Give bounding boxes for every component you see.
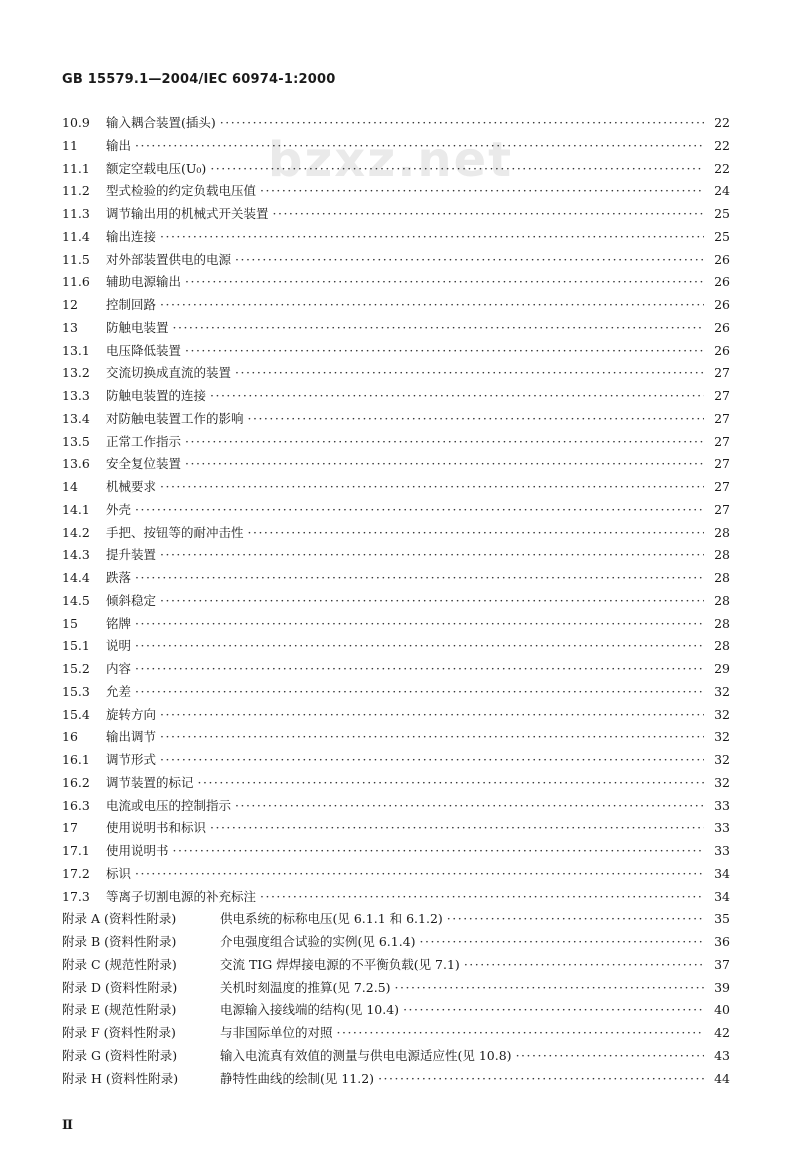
dot-leader bbox=[210, 820, 704, 835]
section-number: 17.1 bbox=[62, 843, 90, 858]
dot-leader bbox=[210, 161, 704, 176]
document-header: GB 15579.1—2004/IEC 60974-1:2000 bbox=[62, 72, 336, 87]
toc-entry bbox=[62, 864, 730, 887]
toc-entry bbox=[62, 432, 730, 455]
dot-leader bbox=[160, 479, 704, 494]
entry-title: 安全复位装置 bbox=[106, 456, 182, 472]
entry-title: 使用说明书和标识 bbox=[106, 820, 207, 836]
page-ref: 26 bbox=[714, 297, 730, 312]
entry-title: 手把、按钮等的耐冲击性 bbox=[106, 524, 244, 540]
dot-leader bbox=[447, 911, 704, 926]
toc-entry bbox=[62, 636, 730, 659]
annex-label: 附录 G (资料性附录) bbox=[62, 1047, 178, 1063]
page-ref: 33 bbox=[714, 797, 730, 813]
entry-title: 电源输入接线端的结构(见 10.4) bbox=[220, 1002, 400, 1018]
annex-entry bbox=[62, 909, 730, 932]
dot-leader bbox=[395, 980, 704, 995]
page-ref: 28 bbox=[714, 524, 730, 540]
page-ref: 32 bbox=[714, 729, 730, 745]
entry-title: 标识 bbox=[106, 865, 132, 881]
entry-title: 防触电装置的连接 bbox=[106, 388, 207, 403]
dot-leader bbox=[173, 843, 704, 858]
annex-label: 附录 A (资料性附录) bbox=[62, 911, 177, 927]
section-number: 15.4 bbox=[62, 706, 90, 722]
entry-title: 输出连接 bbox=[106, 228, 157, 244]
entry-title: 允差 bbox=[106, 683, 132, 699]
section-number: 11 bbox=[62, 137, 78, 153]
page-ref: 28 bbox=[714, 615, 730, 631]
entry-title: 输入电流真有效值的测量与供电电源适应性(见 10.8) bbox=[220, 1047, 512, 1063]
annex-entry bbox=[62, 1000, 730, 1023]
section-number: 13.6 bbox=[62, 456, 90, 472]
page-ref: 32 bbox=[714, 774, 730, 790]
dot-leader bbox=[235, 365, 704, 380]
page-ref: 32 bbox=[714, 706, 730, 722]
section-number: 12 bbox=[62, 297, 78, 312]
toc-entry bbox=[62, 500, 730, 523]
toc-entry bbox=[62, 136, 730, 159]
section-number: 14.2 bbox=[62, 524, 90, 540]
section-number: 11.5 bbox=[62, 251, 90, 267]
annex-label: 附录 F (资料性附录) bbox=[62, 1025, 176, 1040]
entry-title: 调节装置的标记 bbox=[106, 774, 194, 790]
section-number: 14.4 bbox=[62, 570, 90, 585]
dot-leader bbox=[248, 525, 704, 540]
dot-leader bbox=[160, 547, 704, 562]
page-ref: 26 bbox=[714, 251, 730, 267]
section-number: 14.1 bbox=[62, 501, 90, 517]
entry-title: 防触电装置 bbox=[106, 319, 169, 335]
section-number: 14 bbox=[62, 479, 78, 494]
dot-leader bbox=[160, 297, 704, 312]
annex-entry bbox=[62, 1046, 730, 1069]
entry-title: 提升装置 bbox=[106, 547, 157, 563]
section-number: 15.2 bbox=[62, 661, 90, 676]
page-ref: 42 bbox=[714, 1025, 730, 1040]
annex-entry bbox=[62, 955, 730, 978]
page-ref: 27 bbox=[714, 388, 730, 403]
section-number: 11.6 bbox=[62, 274, 90, 290]
page-ref: 29 bbox=[714, 661, 730, 676]
toc-entry bbox=[62, 727, 730, 750]
toc-entry bbox=[62, 614, 730, 637]
page-ref: 34 bbox=[714, 888, 730, 904]
entry-title: 输入耦合装置(插头) bbox=[106, 115, 216, 130]
dot-leader bbox=[420, 934, 704, 949]
page-ref: 32 bbox=[714, 752, 730, 767]
section-number: 14.5 bbox=[62, 592, 90, 608]
section-number: 13 bbox=[62, 319, 78, 335]
dot-leader bbox=[378, 1071, 704, 1086]
entry-title: 倾斜稳定 bbox=[106, 592, 157, 608]
page-ref: 28 bbox=[714, 638, 730, 654]
section-number: 13.3 bbox=[62, 388, 90, 403]
page-ref: 39 bbox=[714, 979, 730, 995]
page-ref: 34 bbox=[714, 865, 730, 881]
toc-entry bbox=[62, 454, 730, 477]
page-ref: 27 bbox=[714, 410, 730, 426]
section-number: 13.2 bbox=[62, 365, 90, 381]
toc-entry bbox=[62, 705, 730, 728]
page-ref: 27 bbox=[714, 456, 730, 472]
page-ref: 22 bbox=[714, 115, 730, 130]
page-ref: 24 bbox=[714, 183, 730, 199]
dot-leader bbox=[220, 115, 704, 130]
toc-entry bbox=[62, 750, 730, 773]
entry-title: 与非国际单位的对照 bbox=[220, 1025, 333, 1040]
toc-entry bbox=[62, 773, 730, 796]
section-number: 11.1 bbox=[62, 160, 90, 176]
entry-title: 输出 bbox=[106, 137, 132, 153]
dot-leader bbox=[135, 502, 704, 517]
toc-entry bbox=[62, 409, 730, 432]
entry-title: 铭牌 bbox=[106, 615, 132, 631]
toc-entry bbox=[62, 318, 730, 341]
dot-leader bbox=[173, 320, 704, 335]
page-ref: 28 bbox=[714, 570, 730, 585]
page-number: Ⅱ bbox=[62, 1118, 73, 1133]
dot-leader bbox=[235, 252, 704, 267]
dot-leader bbox=[135, 638, 704, 653]
dot-leader bbox=[464, 957, 704, 972]
dot-leader bbox=[260, 183, 704, 198]
entry-title: 调节输出用的机械式开关装置 bbox=[106, 206, 269, 221]
dot-leader bbox=[135, 684, 704, 699]
page-ref: 44 bbox=[714, 1070, 730, 1086]
page-ref: 28 bbox=[714, 592, 730, 608]
entry-title: 型式检验的约定负载电压值 bbox=[106, 183, 257, 199]
toc-entry bbox=[62, 818, 730, 841]
toc-entry bbox=[62, 227, 730, 250]
dot-leader bbox=[135, 138, 704, 153]
page-ref: 28 bbox=[714, 547, 730, 563]
entry-title: 说明 bbox=[106, 638, 132, 654]
entry-title: 控制回路 bbox=[106, 297, 157, 312]
page-ref: 43 bbox=[714, 1047, 730, 1063]
annex-label: 附录 C (规范性附录) bbox=[62, 956, 177, 972]
section-number: 17.3 bbox=[62, 888, 90, 904]
toc-entry bbox=[62, 386, 730, 409]
entry-title: 跌落 bbox=[106, 570, 132, 585]
entry-title: 静特性曲线的绘制(见 11.2) bbox=[220, 1070, 375, 1086]
section-number: 13.4 bbox=[62, 410, 90, 426]
dot-leader bbox=[160, 229, 704, 244]
dot-leader bbox=[210, 388, 704, 403]
section-number: 13.5 bbox=[62, 433, 90, 449]
toc-entry bbox=[62, 796, 730, 819]
dot-leader bbox=[185, 274, 704, 289]
section-number: 16 bbox=[62, 729, 78, 745]
page-ref: 33 bbox=[714, 820, 730, 836]
annex-label: 附录 E (规范性附录) bbox=[62, 1002, 177, 1018]
dot-leader bbox=[160, 707, 704, 722]
page-ref: 22 bbox=[714, 160, 730, 176]
toc-entry bbox=[62, 159, 730, 182]
toc-entry bbox=[62, 295, 730, 318]
page-ref: 26 bbox=[714, 274, 730, 290]
toc-entry bbox=[62, 591, 730, 614]
entry-title: 对防触电装置工作的影响 bbox=[106, 410, 244, 426]
entry-title: 调节形式 bbox=[106, 752, 157, 767]
dot-leader bbox=[185, 456, 704, 471]
dot-leader bbox=[337, 1025, 704, 1040]
toc-entry bbox=[62, 477, 730, 500]
page-ref: 37 bbox=[714, 956, 730, 972]
toc-entry bbox=[62, 887, 730, 910]
section-number: 17.2 bbox=[62, 865, 90, 881]
entry-title: 关机时刻温度的推算(见 7.2.5) bbox=[220, 979, 391, 995]
annex-label: 附录 H (资料性附录) bbox=[62, 1070, 179, 1086]
entry-title: 交流切换成直流的装置 bbox=[106, 365, 232, 381]
dot-leader bbox=[185, 434, 704, 449]
toc-entry bbox=[62, 682, 730, 705]
dot-leader bbox=[185, 343, 704, 358]
page-ref: 40 bbox=[714, 1002, 730, 1018]
dot-leader bbox=[135, 866, 704, 881]
annex-label: 附录 B (资料性附录) bbox=[62, 934, 177, 949]
toc-entry bbox=[62, 841, 730, 864]
dot-leader bbox=[273, 206, 704, 221]
page-ref: 35 bbox=[714, 911, 730, 927]
page-ref: 36 bbox=[714, 934, 730, 949]
entry-title: 对外部装置供电的电源 bbox=[106, 251, 232, 267]
section-number: 11.4 bbox=[62, 228, 90, 244]
section-number: 16.2 bbox=[62, 774, 90, 790]
entry-title: 额定空载电压(U₀) bbox=[106, 160, 207, 176]
page-ref: 27 bbox=[714, 479, 730, 494]
entry-title: 供电系统的标称电压(见 6.1.1 和 6.1.2) bbox=[220, 911, 443, 927]
entry-title: 正常工作指示 bbox=[106, 433, 182, 449]
toc-entry bbox=[62, 363, 730, 386]
page-ref: 27 bbox=[714, 433, 730, 449]
page-ref: 25 bbox=[714, 228, 730, 244]
dot-leader bbox=[198, 775, 704, 790]
toc-entry bbox=[62, 272, 730, 295]
page-ref: 26 bbox=[714, 342, 730, 358]
page-ref: 22 bbox=[714, 137, 730, 153]
dot-leader bbox=[403, 1002, 704, 1017]
page-ref: 25 bbox=[714, 206, 730, 221]
page-ref: 32 bbox=[714, 683, 730, 699]
dot-leader bbox=[260, 889, 704, 904]
section-number: 17 bbox=[62, 820, 78, 836]
entry-title: 机械要求 bbox=[106, 479, 157, 494]
dot-leader bbox=[160, 729, 704, 744]
section-number: 15.1 bbox=[62, 638, 90, 654]
page-ref: 27 bbox=[714, 365, 730, 381]
section-number: 15 bbox=[62, 615, 78, 631]
annex-entry bbox=[62, 1023, 730, 1046]
toc-entry bbox=[62, 545, 730, 568]
toc-entry bbox=[62, 341, 730, 364]
table-of-contents bbox=[62, 113, 730, 1091]
annex-entry bbox=[62, 932, 730, 955]
entry-title: 交流 TIG 焊焊接电源的不平衡负载(见 7.1) bbox=[220, 956, 460, 972]
section-number: 14.3 bbox=[62, 547, 90, 563]
toc-entry bbox=[62, 659, 730, 682]
section-number: 11.2 bbox=[62, 183, 90, 199]
dot-leader bbox=[235, 798, 704, 813]
entry-title: 电流或电压的控制指示 bbox=[106, 797, 232, 813]
entry-title: 外壳 bbox=[106, 501, 132, 517]
entry-title: 介电强度组合试验的实例(见 6.1.4) bbox=[220, 934, 416, 949]
toc-entry bbox=[62, 204, 730, 227]
section-number: 13.1 bbox=[62, 342, 90, 358]
page-ref: 26 bbox=[714, 319, 730, 335]
dot-leader bbox=[248, 411, 704, 426]
page-ref: 33 bbox=[714, 843, 730, 858]
section-number: 16.3 bbox=[62, 797, 90, 813]
entry-title: 等离子切割电源的补充标注 bbox=[106, 888, 257, 904]
section-number: 15.3 bbox=[62, 683, 90, 699]
watermark: bzxz.net bbox=[268, 132, 514, 188]
dot-leader bbox=[135, 616, 704, 631]
dot-leader bbox=[135, 570, 704, 585]
entry-title: 电压降低装置 bbox=[106, 342, 182, 358]
page-ref: 27 bbox=[714, 501, 730, 517]
toc-entry bbox=[62, 113, 730, 136]
entry-title: 内容 bbox=[106, 661, 132, 676]
dot-leader bbox=[135, 661, 704, 676]
dot-leader bbox=[516, 1048, 704, 1063]
entry-title: 辅助电源输出 bbox=[106, 274, 182, 290]
dot-leader bbox=[160, 593, 704, 608]
toc-entry bbox=[62, 181, 730, 204]
section-number: 11.3 bbox=[62, 206, 90, 221]
annex-entry bbox=[62, 1069, 730, 1092]
toc-entry bbox=[62, 250, 730, 273]
section-number: 10.9 bbox=[62, 115, 90, 130]
annex-label: 附录 D (资料性附录) bbox=[62, 979, 178, 995]
dot-leader bbox=[160, 752, 704, 767]
entry-title: 使用说明书 bbox=[106, 843, 169, 858]
section-number: 16.1 bbox=[62, 752, 90, 767]
entry-title: 旋转方向 bbox=[106, 706, 157, 722]
entry-title: 输出调节 bbox=[106, 729, 157, 745]
annex-entry bbox=[62, 978, 730, 1001]
toc-entry bbox=[62, 523, 730, 546]
toc-entry bbox=[62, 568, 730, 591]
